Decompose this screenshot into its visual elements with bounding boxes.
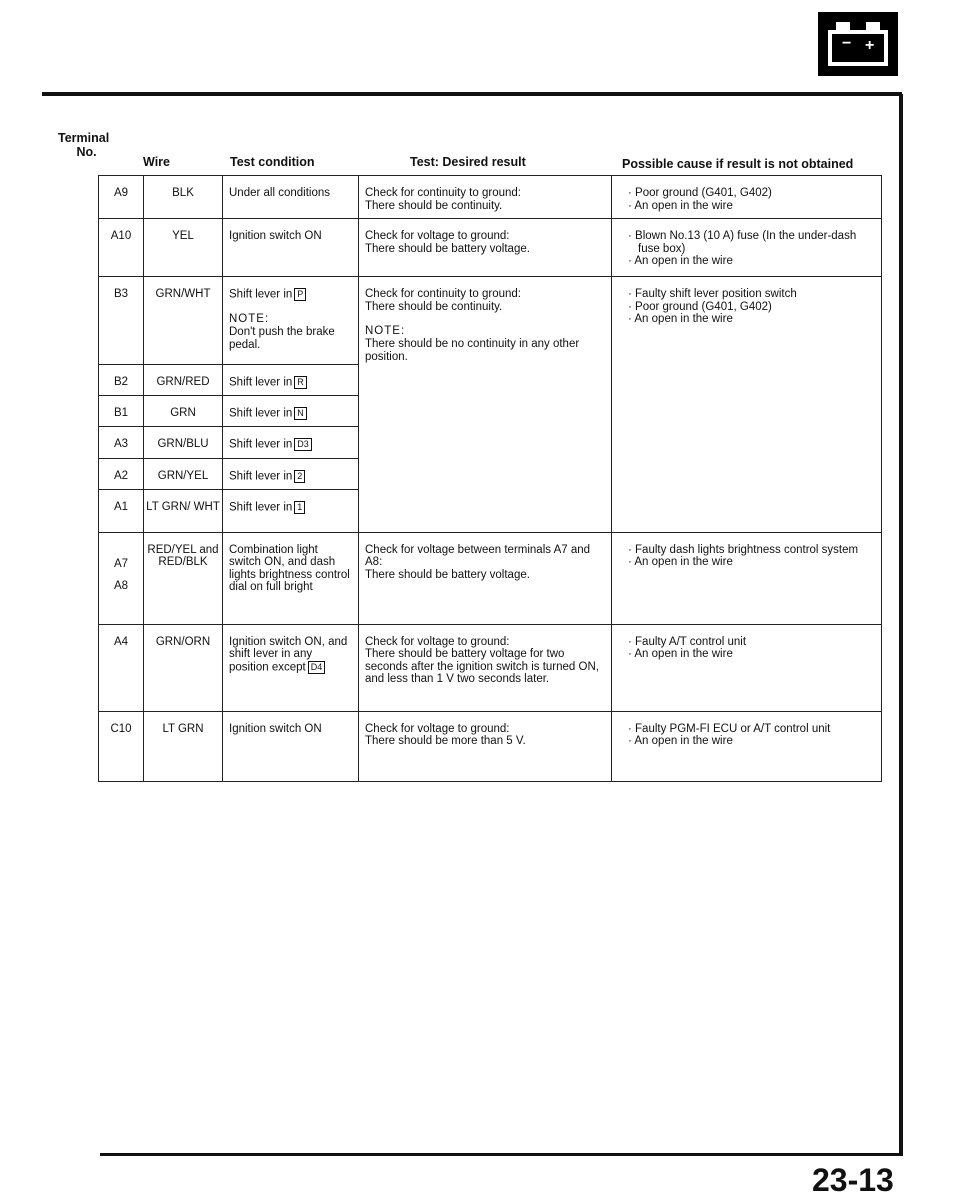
wire-cell: BLK xyxy=(144,176,223,219)
result-cell: Check for continuity to ground: There should be continuity. xyxy=(359,176,612,219)
shift-position-key: 1 xyxy=(294,501,305,514)
terminal-cell: A2 xyxy=(99,458,144,489)
shift-position-key: D3 xyxy=(294,438,312,451)
condition-cell: Shift lever in N xyxy=(223,396,359,427)
cause-cell: · Poor ground (G401, G402) · An open in the wire xyxy=(612,176,882,219)
terminal-cell: A3 xyxy=(99,427,144,458)
wire-cell: LT GRN xyxy=(144,711,223,781)
condition-cell: Shift lever in 1 xyxy=(223,489,359,532)
header-terminal: Terminal No. xyxy=(58,131,110,159)
wire-cell: GRN/ORN xyxy=(144,624,223,711)
condition-cell: Shift lever in 2 xyxy=(223,458,359,489)
terminal-cell: A7 A8 xyxy=(99,532,144,624)
terminal-cell: A9 xyxy=(99,176,144,219)
bottom-rule xyxy=(100,1153,903,1156)
terminal-test-table xyxy=(98,175,882,782)
condition-cell: Ignition switch ON xyxy=(223,711,359,781)
result-cell: Check for continuity to ground: There should be continuity. NOTE: There should be no continuity in any other position. xyxy=(359,277,612,533)
header-possible-cause: Possible cause if result is not obtained xyxy=(622,157,854,171)
condition-cell: Under all conditions xyxy=(223,176,359,219)
top-rule xyxy=(42,92,902,96)
table-row xyxy=(99,532,882,624)
terminal-cell: A1 xyxy=(99,489,144,532)
table-row xyxy=(99,624,882,711)
terminal-cell: A10 xyxy=(99,219,144,277)
condition-cell: Shift lever in R xyxy=(223,365,359,396)
right-rule xyxy=(899,94,903,1156)
result-cell: Check for voltage between terminals A7 and A8: There should be battery voltage. xyxy=(359,532,612,624)
terminal-cell: B2 xyxy=(99,365,144,396)
table-row xyxy=(99,219,882,277)
wire-cell: GRN/WHT xyxy=(144,277,223,365)
terminal-cell: B1 xyxy=(99,396,144,427)
condition-cell: Ignition switch ON xyxy=(223,219,359,277)
condition-cell: Combination light switch ON, and dash lights brightness control dial on full bright xyxy=(223,532,359,624)
wire-cell: LT GRN/ WHT xyxy=(144,489,223,532)
wire-cell: RED/YEL and RED/BLK xyxy=(144,532,223,624)
shift-position-key: R xyxy=(294,376,307,389)
condition-cell: Shift lever in D3 xyxy=(223,427,359,458)
wire-cell: GRN/BLU xyxy=(144,427,223,458)
result-cell: Check for voltage to ground: There should be battery voltage for two seconds after the ignition switch is turned ON, and less than 1 V two seconds later. xyxy=(359,624,612,711)
shift-position-key: P xyxy=(294,288,306,301)
wire-cell: YEL xyxy=(144,219,223,277)
condition-cell: Shift lever in P NOTE: Don't push the brake pedal. xyxy=(223,277,359,365)
table-row xyxy=(99,277,882,365)
terminal-cell: B3 xyxy=(99,277,144,365)
header-test-condition: Test condition xyxy=(230,155,315,169)
cause-cell: · Faulty shift lever position switch · Poor ground (G401, G402) · An open in the wire xyxy=(612,277,882,533)
page-number: 23-13 xyxy=(812,1162,894,1198)
wire-cell: GRN/RED xyxy=(144,365,223,396)
condition-cell: Ignition switch ON, and shift lever in any position except D4 xyxy=(223,624,359,711)
header-wire: Wire xyxy=(143,155,170,169)
cause-cell: · Faulty dash lights brightness control system · An open in the wire xyxy=(612,532,882,624)
terminal-cell: A4 xyxy=(99,624,144,711)
shift-position-key: N xyxy=(294,407,307,420)
battery-section-icon xyxy=(818,12,898,76)
shift-position-key: 2 xyxy=(294,470,305,483)
table-row xyxy=(99,176,882,219)
plus-sign: + xyxy=(865,37,875,54)
cause-cell: · Faulty A/T control unit · An open in the wire xyxy=(612,624,882,711)
shift-position-key: D4 xyxy=(308,661,326,674)
cause-cell: · Blown No.13 (10 A) fuse (In the under-dash fuse box) · An open in the wire xyxy=(612,219,882,277)
table-row xyxy=(99,711,882,781)
result-cell: Check for voltage to ground: There should be more than 5 V. xyxy=(359,711,612,781)
terminal-cell: C10 xyxy=(99,711,144,781)
wire-cell: GRN/YEL xyxy=(144,458,223,489)
result-cell: Check for voltage to ground: There should be battery voltage. xyxy=(359,219,612,277)
header-desired-result: Test: Desired result xyxy=(410,155,526,169)
minus-sign: − xyxy=(842,35,852,52)
cause-cell: · Faulty PGM-FI ECU or A/T control unit · An open in the wire xyxy=(612,711,882,781)
wire-cell: GRN xyxy=(144,396,223,427)
